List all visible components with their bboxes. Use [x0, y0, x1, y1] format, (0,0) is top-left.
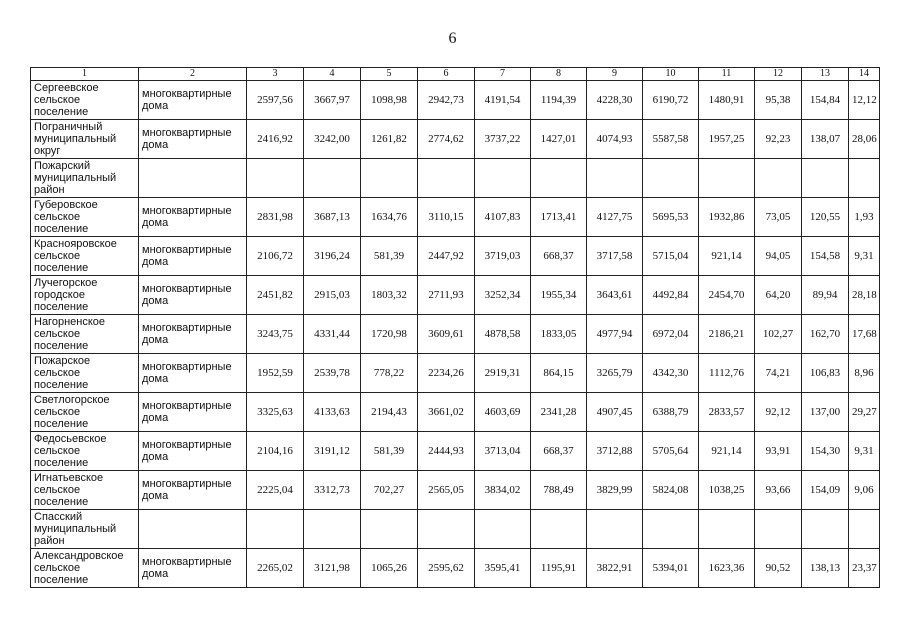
settlement-name-line: округ — [34, 145, 61, 157]
value-cell: 1713,41 — [531, 198, 587, 237]
settlement-name-line: Федосьевское — [34, 433, 107, 445]
column-header: 2 — [139, 68, 247, 81]
value-cell: 778,22 — [361, 354, 418, 393]
value-cell: 4133,63 — [304, 393, 361, 432]
settlement-name-cell — [31, 432, 139, 471]
value-cell: 1195,91 — [531, 549, 587, 588]
value-cell: 8,96 — [849, 354, 880, 393]
value-cell: 4977,94 — [587, 315, 643, 354]
value-cell: 1720,98 — [361, 315, 418, 354]
value-cell — [587, 159, 643, 198]
value-cell: 3661,02 — [418, 393, 475, 432]
value-cell: 1112,76 — [699, 354, 755, 393]
settlement-name-line: муниципальный — [34, 133, 117, 145]
settlement-name-line: сельское — [34, 94, 81, 106]
value-cell: 154,58 — [802, 237, 849, 276]
value-cell: 2595,62 — [418, 549, 475, 588]
value-cell: 3687,13 — [304, 198, 361, 237]
value-cell: 90,52 — [755, 549, 802, 588]
value-cell: 2833,57 — [699, 393, 755, 432]
value-cell — [802, 159, 849, 198]
value-cell: 921,14 — [699, 237, 755, 276]
value-cell: 6972,04 — [643, 315, 699, 354]
column-header: 4 — [304, 68, 361, 81]
settlement-name-line: сельское — [34, 406, 81, 418]
settlement-name-cell — [31, 237, 139, 276]
value-cell: 89,94 — [802, 276, 849, 315]
table-row — [31, 510, 880, 549]
value-cell: 2444,93 — [418, 432, 475, 471]
header-row — [31, 68, 880, 81]
settlement-name-line: Нагорненское — [34, 316, 106, 328]
value-cell: 3822,91 — [587, 549, 643, 588]
value-cell — [418, 510, 475, 549]
value-cell: 1955,34 — [531, 276, 587, 315]
value-cell: 1038,25 — [699, 471, 755, 510]
value-cell: 1932,86 — [699, 198, 755, 237]
housing-type-line: многоквартирные — [142, 439, 232, 451]
housing-type-cell — [139, 120, 247, 159]
column-header: 13 — [802, 68, 849, 81]
housing-type-line: многоквартирные — [142, 127, 232, 139]
column-header: 5 — [361, 68, 418, 81]
value-cell: 2711,93 — [418, 276, 475, 315]
value-cell: 4603,69 — [475, 393, 531, 432]
value-cell — [418, 159, 475, 198]
value-cell: 3609,61 — [418, 315, 475, 354]
value-cell — [587, 510, 643, 549]
value-cell: 4492,84 — [643, 276, 699, 315]
value-cell: 3713,04 — [475, 432, 531, 471]
settlement-name-cell — [31, 549, 139, 588]
housing-type-line: дома — [142, 373, 169, 385]
settlement-name-line: Пожарское — [34, 355, 91, 367]
settlement-name-cell — [31, 393, 139, 432]
value-cell: 581,39 — [361, 432, 418, 471]
housing-type-line: многоквартирные — [142, 283, 232, 295]
value-cell: 120,55 — [802, 198, 849, 237]
column-header: 1 — [31, 68, 139, 81]
value-cell: 3312,73 — [304, 471, 361, 510]
value-cell: 2186,21 — [699, 315, 755, 354]
housing-type-line: дома — [142, 256, 169, 268]
settlement-name-line: сельское — [34, 445, 81, 457]
value-cell: 2416,92 — [247, 120, 304, 159]
value-cell: 5715,04 — [643, 237, 699, 276]
value-cell: 3667,97 — [304, 81, 361, 120]
value-cell — [475, 159, 531, 198]
value-cell: 3252,34 — [475, 276, 531, 315]
value-cell: 138,13 — [802, 549, 849, 588]
settlement-name-line: поселение — [34, 301, 89, 313]
value-cell: 1065,26 — [361, 549, 418, 588]
settlement-name-line: муниципальный — [34, 172, 117, 184]
housing-type-line: дома — [142, 412, 169, 424]
column-header: 14 — [849, 68, 880, 81]
value-cell: 3719,03 — [475, 237, 531, 276]
table-row — [31, 315, 880, 354]
value-cell: 154,84 — [802, 81, 849, 120]
settlement-name-line: район — [34, 184, 65, 196]
value-cell: 5705,64 — [643, 432, 699, 471]
housing-type-line: многоквартирные — [142, 400, 232, 412]
value-cell: 3712,88 — [587, 432, 643, 471]
value-cell: 2942,73 — [418, 81, 475, 120]
value-cell — [304, 159, 361, 198]
housing-type-cell — [139, 315, 247, 354]
value-cell: 3829,99 — [587, 471, 643, 510]
table-row — [31, 549, 880, 588]
settlement-name-line: Сергеевское — [34, 82, 99, 94]
housing-type-cell — [139, 81, 247, 120]
column-header: 11 — [699, 68, 755, 81]
value-cell: 4878,58 — [475, 315, 531, 354]
value-cell: 64,20 — [755, 276, 802, 315]
value-cell — [699, 510, 755, 549]
value-cell: 5394,01 — [643, 549, 699, 588]
value-cell: 2597,56 — [247, 81, 304, 120]
value-cell: 668,37 — [531, 237, 587, 276]
value-cell: 4907,45 — [587, 393, 643, 432]
value-cell: 1623,36 — [699, 549, 755, 588]
value-cell: 137,00 — [802, 393, 849, 432]
value-cell: 3243,75 — [247, 315, 304, 354]
settlement-name-cell — [31, 471, 139, 510]
settlement-name-line: городское — [34, 289, 85, 301]
value-cell: 3643,61 — [587, 276, 643, 315]
value-cell: 28,06 — [849, 120, 880, 159]
settlement-name-line: муниципальный — [34, 523, 117, 535]
value-cell — [802, 510, 849, 549]
settlement-name-cell — [31, 315, 139, 354]
value-cell: 28,18 — [849, 276, 880, 315]
housing-type-line: дома — [142, 490, 169, 502]
table-row — [31, 354, 880, 393]
value-cell: 2234,26 — [418, 354, 475, 393]
settlement-name-line: сельское — [34, 562, 81, 574]
housing-type-line: дома — [142, 295, 169, 307]
settlement-name-line: поселение — [34, 262, 89, 274]
value-cell: 4331,44 — [304, 315, 361, 354]
value-cell: 73,05 — [755, 198, 802, 237]
value-cell: 1480,91 — [699, 81, 755, 120]
value-cell: 1194,39 — [531, 81, 587, 120]
column-header: 9 — [587, 68, 643, 81]
value-cell: 6388,79 — [643, 393, 699, 432]
housing-type-line: дома — [142, 334, 169, 346]
value-cell: 4342,30 — [643, 354, 699, 393]
value-cell: 2831,98 — [247, 198, 304, 237]
settlement-name-line: Лучегорское — [34, 277, 98, 289]
value-cell: 702,27 — [361, 471, 418, 510]
value-cell: 1957,25 — [699, 120, 755, 159]
housing-type-cell — [139, 354, 247, 393]
value-cell: 3834,02 — [475, 471, 531, 510]
value-cell: 668,37 — [531, 432, 587, 471]
value-cell: 3265,79 — [587, 354, 643, 393]
value-cell: 92,23 — [755, 120, 802, 159]
value-cell: 9,31 — [849, 237, 880, 276]
settlement-name-cell — [31, 159, 139, 198]
value-cell: 94,05 — [755, 237, 802, 276]
settlement-name-line: Пограничный — [34, 121, 103, 133]
settlement-name-line: район — [34, 535, 65, 547]
housing-type-cell — [139, 510, 247, 549]
value-cell — [361, 510, 418, 549]
value-cell: 3717,58 — [587, 237, 643, 276]
housing-type-line: дома — [142, 451, 169, 463]
value-cell: 92,12 — [755, 393, 802, 432]
value-cell: 3196,24 — [304, 237, 361, 276]
value-cell: 12,12 — [849, 81, 880, 120]
value-cell — [699, 159, 755, 198]
settlement-name-line: Краснояровское — [34, 238, 117, 250]
housing-type-line: многоквартирные — [142, 88, 232, 100]
table-row — [31, 471, 880, 510]
value-cell: 788,49 — [531, 471, 587, 510]
value-cell: 93,91 — [755, 432, 802, 471]
value-cell: 2194,43 — [361, 393, 418, 432]
value-cell: 5587,58 — [643, 120, 699, 159]
value-cell — [849, 510, 880, 549]
settlement-name-cell — [31, 198, 139, 237]
value-cell: 1261,82 — [361, 120, 418, 159]
value-cell: 1833,05 — [531, 315, 587, 354]
value-cell — [755, 510, 802, 549]
settlement-name-line: Губеровское — [34, 199, 98, 211]
value-cell — [531, 510, 587, 549]
value-cell: 17,68 — [849, 315, 880, 354]
column-header: 7 — [475, 68, 531, 81]
value-cell — [247, 510, 304, 549]
settlement-name-line: Александровское — [34, 550, 124, 562]
settlement-name-line: поселение — [34, 340, 89, 352]
housing-type-line: многоквартирные — [142, 322, 232, 334]
table-row — [31, 237, 880, 276]
column-header: 12 — [755, 68, 802, 81]
value-cell — [475, 510, 531, 549]
value-cell: 864,15 — [531, 354, 587, 393]
housing-type-line: многоквартирные — [142, 244, 232, 256]
value-cell: 9,06 — [849, 471, 880, 510]
column-header: 8 — [531, 68, 587, 81]
housing-type-line: дома — [142, 139, 169, 151]
value-cell: 921,14 — [699, 432, 755, 471]
table-row — [31, 198, 880, 237]
housing-type-line: многоквартирные — [142, 478, 232, 490]
table-row — [31, 393, 880, 432]
value-cell: 2539,78 — [304, 354, 361, 393]
column-header: 10 — [643, 68, 699, 81]
housing-type-cell — [139, 237, 247, 276]
settlement-name-cell — [31, 354, 139, 393]
table-row — [31, 81, 880, 120]
value-cell: 3737,22 — [475, 120, 531, 159]
value-cell — [643, 159, 699, 198]
value-cell — [643, 510, 699, 549]
settlement-name-line: Светлогорское — [34, 394, 110, 406]
settlement-name-line: сельское — [34, 484, 81, 496]
housing-type-line: дома — [142, 217, 169, 229]
value-cell: 2451,82 — [247, 276, 304, 315]
value-cell: 1803,32 — [361, 276, 418, 315]
settlement-name-cell — [31, 276, 139, 315]
value-cell: 1,93 — [849, 198, 880, 237]
column-header: 3 — [247, 68, 304, 81]
value-cell — [304, 510, 361, 549]
settlement-name-line: поселение — [34, 574, 89, 586]
housing-type-cell — [139, 471, 247, 510]
settlement-name-line: поселение — [34, 379, 89, 391]
settlement-name-line: Пожарский — [34, 160, 91, 172]
value-cell: 74,21 — [755, 354, 802, 393]
value-cell: 6190,72 — [643, 81, 699, 120]
value-cell: 3325,63 — [247, 393, 304, 432]
settlement-name-line: поселение — [34, 496, 89, 508]
value-cell: 2104,16 — [247, 432, 304, 471]
value-cell — [531, 159, 587, 198]
value-cell: 162,70 — [802, 315, 849, 354]
housing-type-line: многоквартирные — [142, 361, 232, 373]
value-cell: 2454,70 — [699, 276, 755, 315]
value-cell: 106,83 — [802, 354, 849, 393]
value-cell: 102,27 — [755, 315, 802, 354]
page-number: 6 — [448, 30, 457, 47]
value-cell: 2919,31 — [475, 354, 531, 393]
value-cell: 2265,02 — [247, 549, 304, 588]
value-cell: 3191,12 — [304, 432, 361, 471]
settlement-name-line: поселение — [34, 457, 89, 469]
housing-type-line: дома — [142, 100, 169, 112]
value-cell: 9,31 — [849, 432, 880, 471]
value-cell: 29,27 — [849, 393, 880, 432]
housing-type-cell — [139, 198, 247, 237]
table-row — [31, 159, 880, 198]
value-cell: 5695,53 — [643, 198, 699, 237]
settlement-name-line: Спасский — [34, 511, 83, 523]
settlement-name-line: поселение — [34, 223, 89, 235]
value-cell: 4191,54 — [475, 81, 531, 120]
value-cell: 3110,15 — [418, 198, 475, 237]
value-cell: 3121,98 — [304, 549, 361, 588]
value-cell: 95,38 — [755, 81, 802, 120]
value-cell: 4127,75 — [587, 198, 643, 237]
housing-type-cell — [139, 276, 247, 315]
housing-type-cell — [139, 159, 247, 198]
value-cell — [849, 159, 880, 198]
housing-type-line: многоквартирные — [142, 205, 232, 217]
value-cell: 5824,08 — [643, 471, 699, 510]
value-cell: 1427,01 — [531, 120, 587, 159]
value-cell: 581,39 — [361, 237, 418, 276]
value-cell: 2565,05 — [418, 471, 475, 510]
table-row — [31, 120, 880, 159]
value-cell: 93,66 — [755, 471, 802, 510]
settlement-name-cell — [31, 510, 139, 549]
value-cell: 4107,83 — [475, 198, 531, 237]
value-cell: 2915,03 — [304, 276, 361, 315]
data-table — [30, 67, 880, 588]
settlement-name-cell — [31, 81, 139, 120]
value-cell — [755, 159, 802, 198]
value-cell: 3595,41 — [475, 549, 531, 588]
housing-type-line: многоквартирные — [142, 556, 232, 568]
settlement-name-line: поселение — [34, 418, 89, 430]
value-cell: 1098,98 — [361, 81, 418, 120]
housing-type-cell — [139, 432, 247, 471]
housing-type-cell — [139, 549, 247, 588]
housing-type-cell — [139, 393, 247, 432]
value-cell: 154,30 — [802, 432, 849, 471]
settlement-name-line: сельское — [34, 328, 81, 340]
table-row — [31, 276, 880, 315]
settlement-name-line: Игнатьевское — [34, 472, 104, 484]
value-cell: 4074,93 — [587, 120, 643, 159]
value-cell: 154,09 — [802, 471, 849, 510]
value-cell: 2774,62 — [418, 120, 475, 159]
settlement-name-line: поселение — [34, 106, 89, 118]
settlement-name-cell — [31, 120, 139, 159]
settlement-name-line: сельское — [34, 250, 81, 262]
settlement-name-line: сельское — [34, 367, 81, 379]
value-cell: 138,07 — [802, 120, 849, 159]
table-row — [31, 432, 880, 471]
value-cell: 1634,76 — [361, 198, 418, 237]
value-cell: 3242,00 — [304, 120, 361, 159]
column-header: 6 — [418, 68, 475, 81]
value-cell — [361, 159, 418, 198]
value-cell: 2341,28 — [531, 393, 587, 432]
value-cell: 1952,59 — [247, 354, 304, 393]
settlement-name-line: сельское — [34, 211, 81, 223]
housing-type-line: дома — [142, 568, 169, 580]
value-cell: 2225,04 — [247, 471, 304, 510]
value-cell: 23,37 — [849, 549, 880, 588]
value-cell: 2447,92 — [418, 237, 475, 276]
value-cell: 4228,30 — [587, 81, 643, 120]
value-cell — [247, 159, 304, 198]
value-cell: 2106,72 — [247, 237, 304, 276]
